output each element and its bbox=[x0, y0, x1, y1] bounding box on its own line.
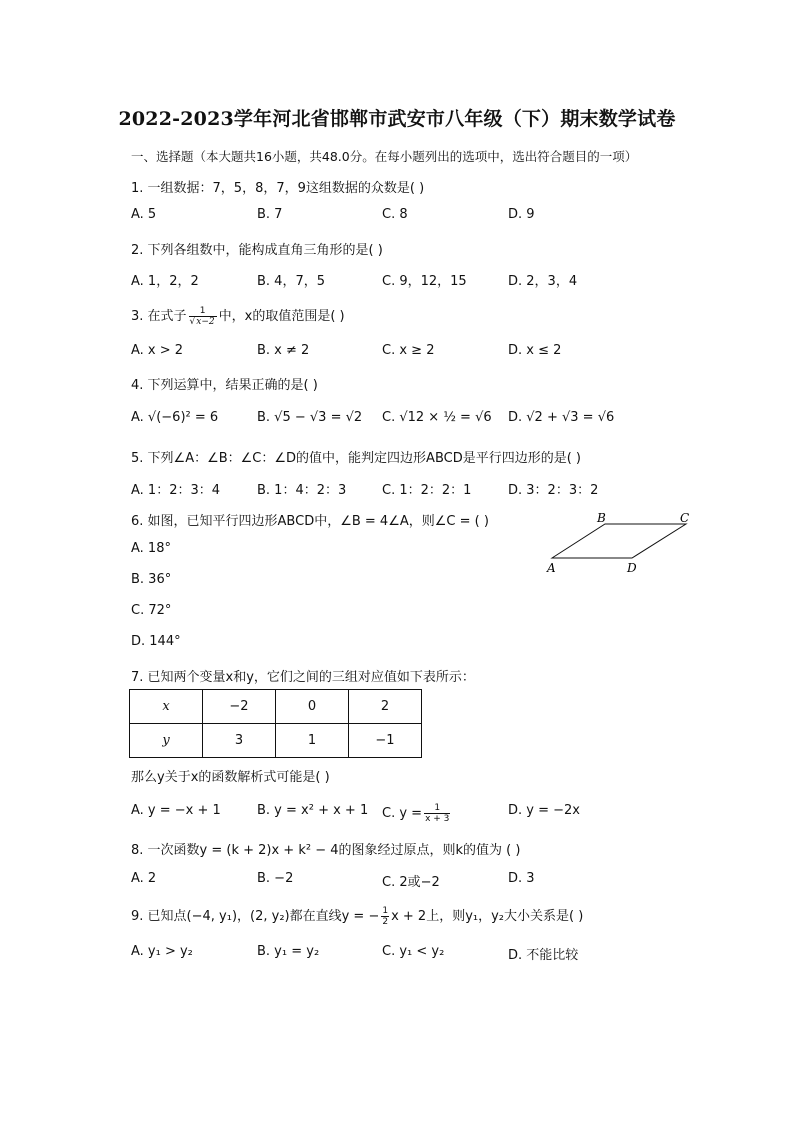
question-1-stem: 1. 一组数据：7，5，8，7，9这组数据的众数是( ) bbox=[131, 181, 425, 196]
table-row bbox=[130, 724, 422, 758]
vertex-label-a: A bbox=[547, 561, 556, 575]
question-2-stem: 2. 下列各组数中，能构成直角三角形的是( ) bbox=[131, 243, 383, 258]
option-b[interactable]: B. 7 bbox=[257, 207, 283, 222]
table-cell: 0 bbox=[276, 690, 349, 724]
option-d[interactable]: D. y = −2x bbox=[508, 803, 580, 818]
q3-fraction bbox=[189, 306, 217, 327]
option-a[interactable]: A. 5 bbox=[131, 207, 157, 222]
option-d[interactable]: D. 9 bbox=[508, 207, 535, 222]
q3-stem-prefix: 3. 在式子 bbox=[131, 309, 187, 324]
option-c[interactable]: C. y₁ < y₂ bbox=[382, 944, 445, 959]
question-3-stem bbox=[131, 305, 345, 327]
option-d[interactable]: D. 3：2：3：2 bbox=[508, 483, 599, 498]
option-a[interactable]: A. 2 bbox=[131, 871, 157, 886]
option-c[interactable]: C. 1：2：2：1 bbox=[382, 483, 472, 498]
option-a[interactable]: A. y = −x + 1 bbox=[131, 803, 221, 818]
option-c[interactable]: C. x ≥ 2 bbox=[382, 343, 435, 358]
option-d[interactable]: D. 144° bbox=[131, 634, 181, 649]
parallelogram-shape bbox=[552, 524, 686, 558]
question-2-options bbox=[131, 270, 651, 290]
question-6-stem: 6. 如图，已知平行四边形ABCD中，∠B = 4∠A，则∠C = ( ) bbox=[131, 514, 489, 529]
option-b[interactable]: B. −2 bbox=[257, 871, 294, 886]
q9-fraction bbox=[381, 906, 389, 927]
option-c[interactable]: C. 2或−2 bbox=[382, 875, 440, 890]
vertex-label-c: C bbox=[680, 511, 690, 525]
option-b[interactable]: B. 36° bbox=[131, 572, 172, 587]
q9-stem-prefix: 9. 已知点(−4, y₁)，(2, y₂)都在直线y = − bbox=[131, 909, 380, 924]
question-3-options bbox=[131, 343, 651, 363]
option-b[interactable]: B. x ≠ 2 bbox=[257, 343, 310, 358]
table-cell: 1 bbox=[276, 724, 349, 758]
parallelogram-figure bbox=[540, 508, 700, 578]
option-d[interactable]: D. 3 bbox=[508, 871, 535, 886]
table-cell: 2 bbox=[349, 690, 422, 724]
table-cell: x bbox=[130, 690, 203, 724]
question-9-options bbox=[131, 944, 651, 964]
section-heading: 一、选择题（本大题共16小题，共48.0分。在每小题列出的选项中，选出符合题目的一项） bbox=[131, 149, 638, 164]
option-a[interactable]: A. √(−6)² = 6 bbox=[131, 410, 219, 425]
question-8-options bbox=[131, 871, 651, 891]
option-a[interactable]: A. 18° bbox=[131, 541, 171, 556]
option-c[interactable]: C. 9，12，15 bbox=[382, 274, 467, 289]
option-d[interactable]: D. 2，3，4 bbox=[508, 274, 578, 289]
q9-frac-den: 2 bbox=[382, 917, 389, 927]
exam-title: 2022-2023学年河北省邯郸市武安市八年级（下）期末数学试卷 bbox=[118, 108, 676, 130]
q3-frac-num: 1 bbox=[189, 306, 217, 317]
q9-stem-suffix: x + 2上，则y₁，y₂大小关系是( ) bbox=[391, 909, 584, 924]
option-a[interactable]: A. 1：2：3：4 bbox=[131, 483, 221, 498]
table-cell: −2 bbox=[203, 690, 276, 724]
table-cell: 3 bbox=[203, 724, 276, 758]
question-9-stem bbox=[131, 905, 583, 927]
option-a[interactable]: A. 1，2，2 bbox=[131, 274, 199, 289]
option-d[interactable]: D. √2 + √3 = √6 bbox=[508, 410, 615, 425]
option-c-text: C. y = bbox=[382, 806, 423, 821]
option-c-fraction bbox=[424, 803, 450, 824]
option-c[interactable]: C. √12 × ½ = √6 bbox=[382, 410, 492, 425]
question-7-options bbox=[131, 803, 651, 823]
option-c[interactable]: C. 8 bbox=[382, 207, 408, 222]
option-b[interactable]: B. y₁ = y₂ bbox=[257, 944, 320, 959]
option-c-num: 1 bbox=[424, 803, 450, 814]
option-b[interactable]: B. √5 − √3 = √2 bbox=[257, 410, 363, 425]
q9-frac-num: 1 bbox=[382, 906, 389, 916]
vertex-label-b: B bbox=[597, 511, 606, 525]
option-d[interactable]: D. x ≤ 2 bbox=[508, 343, 562, 358]
q3-stem-suffix: 中，x的取值范围是( ) bbox=[218, 309, 345, 324]
option-a[interactable]: A. x > 2 bbox=[131, 343, 184, 358]
option-b[interactable]: B. y = x² + x + 1 bbox=[257, 803, 369, 818]
question-7-stem: 7. 已知两个变量x和y，它们之间的三组对应值如下表所示： bbox=[131, 670, 475, 685]
question-8-stem: 8. 一次函数y = (k + 2)x + k² − 4的图象经过原点，则k的值为 ( ) bbox=[131, 843, 521, 858]
option-c[interactable]: C. 72° bbox=[131, 603, 172, 618]
question-1-options bbox=[131, 207, 651, 227]
table-row bbox=[130, 690, 422, 724]
question-5-options bbox=[131, 479, 651, 499]
table-cell: y bbox=[130, 724, 203, 758]
question-5-stem: 5. 下列∠A：∠B：∠C：∠D的值中，能判定四边形ABCD是平行四边形的是( ) bbox=[131, 451, 581, 466]
value-table bbox=[129, 689, 422, 758]
option-d[interactable]: D. 不能比较 bbox=[508, 948, 579, 963]
table-cell: −1 bbox=[349, 724, 422, 758]
option-c[interactable] bbox=[382, 803, 452, 824]
vertex-label-d: D bbox=[627, 561, 637, 575]
question-4-stem: 4. 下列运算中，结果正确的是( ) bbox=[131, 378, 318, 393]
q3-frac-den-radicand: x−2 bbox=[196, 317, 215, 327]
question-4-options bbox=[131, 410, 651, 430]
question-7-follow: 那么y关于x的函数解析式可能是( ) bbox=[131, 770, 330, 785]
option-a[interactable]: A. y₁ > y₂ bbox=[131, 944, 193, 959]
option-b[interactable]: B. 4，7，5 bbox=[257, 274, 325, 289]
option-c-den: x + 3 bbox=[425, 814, 450, 824]
q3-frac-den: √x−2 bbox=[189, 317, 215, 327]
option-b[interactable]: B. 1：4：2：3 bbox=[257, 483, 347, 498]
